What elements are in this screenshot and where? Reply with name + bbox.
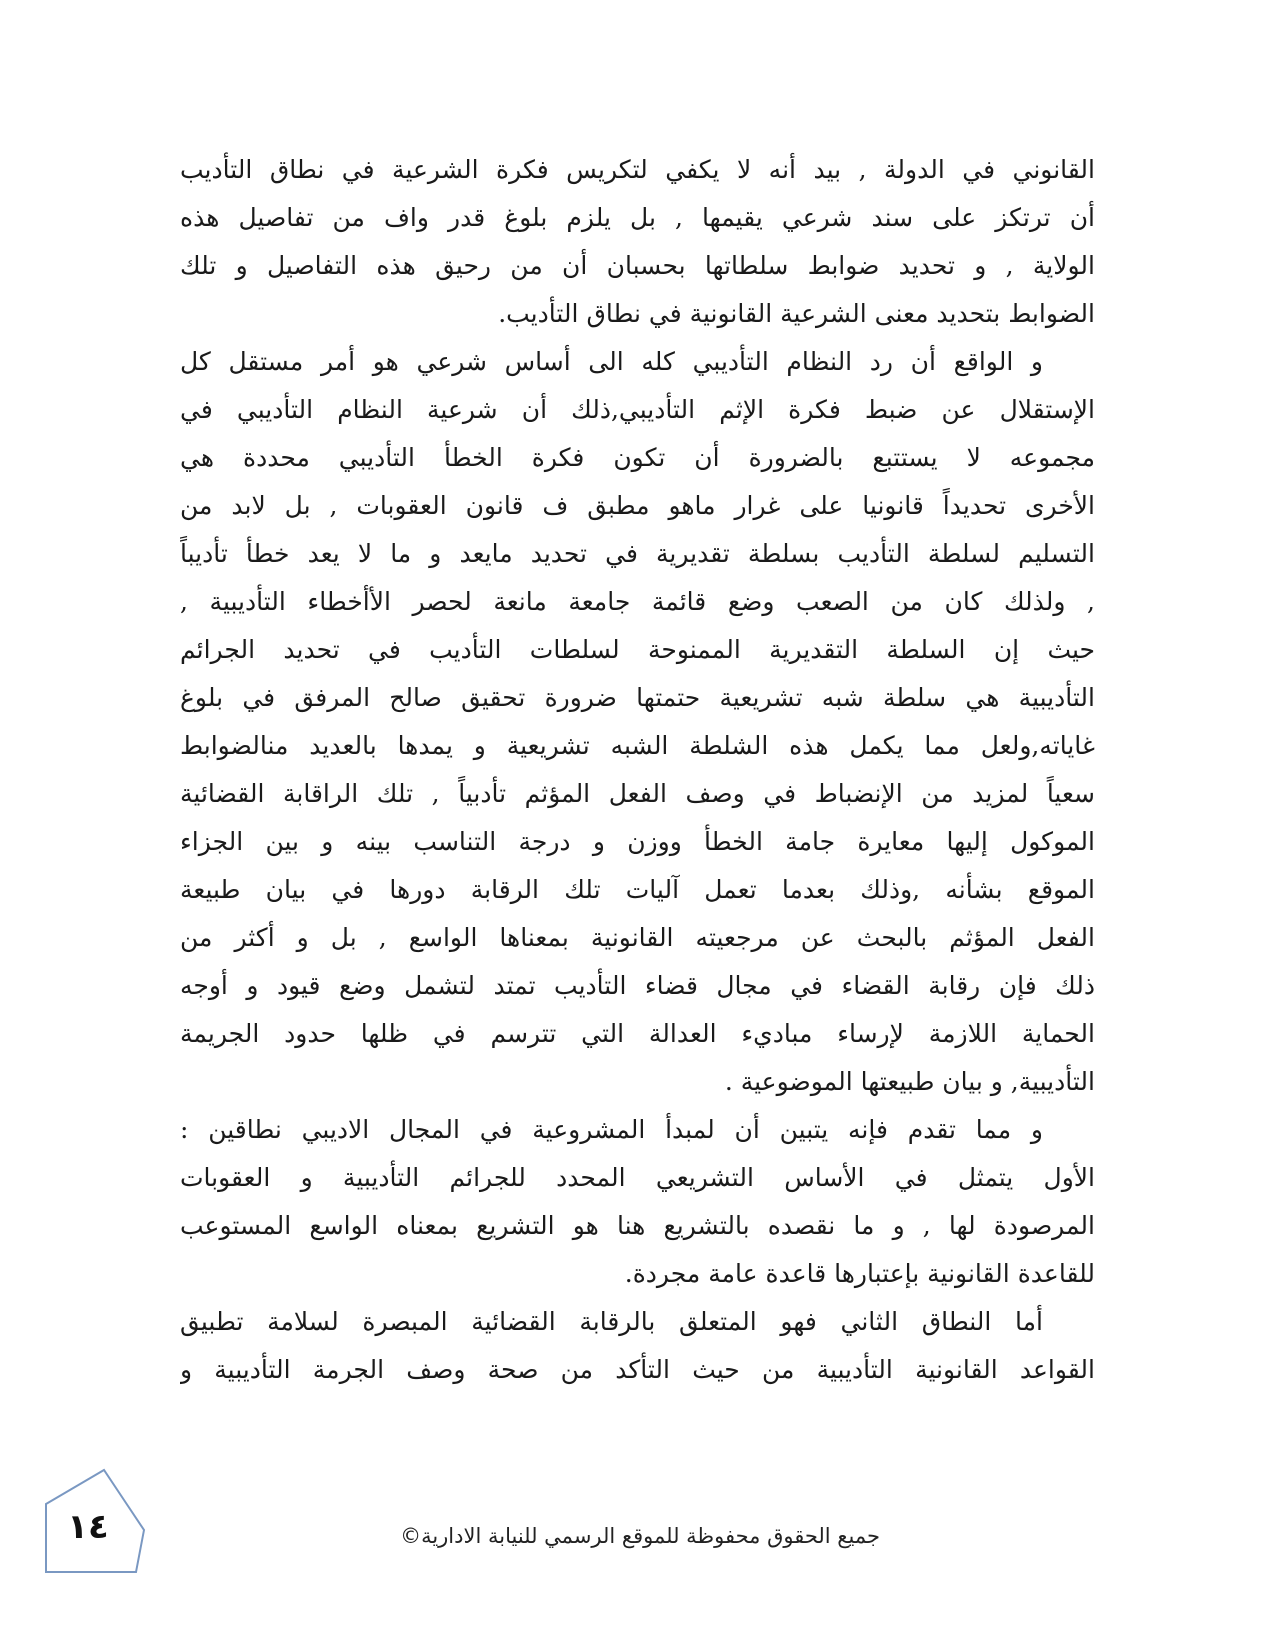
paragraph-line: سعياً لمزيد من الإنضباط في وصف الفعل المؤثم تأدبياً , تلك الراقابة القضائية xyxy=(180,779,1095,808)
paragraph-line: التأديبية, و بيان طبيعتها الموضوعية . xyxy=(724,1067,1095,1096)
paragraph-line: ذلك فإن رقابة القضاء في مجال قضاء التأديب تمتد لتشمل وضع قيود و أوجه xyxy=(180,971,1095,1000)
paragraph-line: الحماية اللازمة لإرساء مباديء العدالة التي تترسم في ظلها حدود الجريمة xyxy=(180,1019,1095,1048)
page-body xyxy=(180,146,1095,1394)
footer-copyright: جميع الحقوق محفوظة للموقع الرسمي للنيابة الادارية© xyxy=(400,1524,880,1548)
paragraph-line: حيث إن السلطة التقديرية الممنوحة لسلطات التأديب في تحديد الجرائم xyxy=(180,635,1095,664)
paragraph-line: الأول يتمثل في الأساس التشريعي المحدد للجرائم التأديبية و العقوبات xyxy=(180,1163,1095,1192)
paragraph-line: الفعل المؤثم بالبحث عن مرجعيته القانونية بمعناها الواسع , بل و أكثر من xyxy=(180,923,1095,952)
paragraph-line: غاياته,ولعل مما يكمل هذه الشلطة الشبه تشريعية و يمدها بالعديد منالضوابط xyxy=(180,731,1095,760)
paragraph-line: مجموعه لا يستتبع بالضرورة أن تكون فكرة الخطأ التأديبي محددة هي xyxy=(180,443,1095,472)
paragraph-line: التسليم لسلطة التأديب بسلطة تقديرية في تحديد مايعد و ما لا يعد خطأ تأديباً xyxy=(180,539,1095,568)
paragraph-line: الموقع بشأنه ,وذلك بعدما تعمل آليات تلك الرقابة دورها في بيان طبيعة xyxy=(180,875,1095,904)
paragraph-line: القانوني في الدولة , بيد أنه لا يكفي لتكريس فكرة الشرعية في نطاق التأديب xyxy=(180,155,1095,184)
paragraph-line: القواعد القانونية التأديبية من حيث التأكد من صحة وصف الجرمة التأديبية و xyxy=(180,1355,1095,1384)
paragraph-line: , ولذلك كان من الصعب وضع قائمة جامعة مانعة لحصر الأأخطاء التأديبية , xyxy=(180,587,1095,616)
paragraph-line: الضوابط بتحديد معنى الشرعية القانونية في نطاق التأديب. xyxy=(498,299,1095,328)
paragraph-line: للقاعدة القانونية بإعتبارها قاعدة عامة مجردة. xyxy=(624,1259,1095,1288)
paragraph-line: الموكول إليها معايرة جامة الخطأ ووزن و درجة التناسب بينه و بين الجزاء xyxy=(180,827,1095,856)
paragraph-line: الأخرى تحديداً قانونيا على غرار ماهو مطبق ف قانون العقوبات , بل لابد من xyxy=(180,491,1095,520)
paragraph-line: و الواقع أن رد النظام التأديبي كله الى أساس شرعي هو أمر مستقل كل xyxy=(180,347,1043,376)
paragraph-line: أما النطاق الثاني فهو المتعلق بالرقابة القضائية المبصرة لسلامة تطبيق xyxy=(180,1307,1043,1336)
paragraph-line: و مما تقدم فإنه يتبين أن لمبدأ المشروعية في المجال الاديبي نطاقين : xyxy=(180,1115,1043,1144)
paragraph-line: الولاية , و تحديد ضوابط سلطاتها بحسبان أن من رحيق هذه التفاصيل و تلك xyxy=(180,251,1095,280)
paragraph-line: الإستقلال عن ضبط فكرة الإثم التأديبي,ذلك أن شرعية النظام التأديبي في xyxy=(180,395,1095,424)
paragraph-line: المرصودة لها , و ما نقصده بالتشريع هنا هو التشريع بمعناه الواسع المستوعب xyxy=(180,1211,1095,1240)
paragraph-line: أن ترتكز على سند شرعي يقيمها , بل يلزم بلوغ قدر واف من تفاصيل هذه xyxy=(180,203,1095,232)
page-number: ١٤ xyxy=(67,1507,109,1547)
paragraph-line: التأديبية هي سلطة شبه تشريعية حتمتها ضرورة تحقيق صالح المرفق في بلوغ xyxy=(180,683,1095,712)
